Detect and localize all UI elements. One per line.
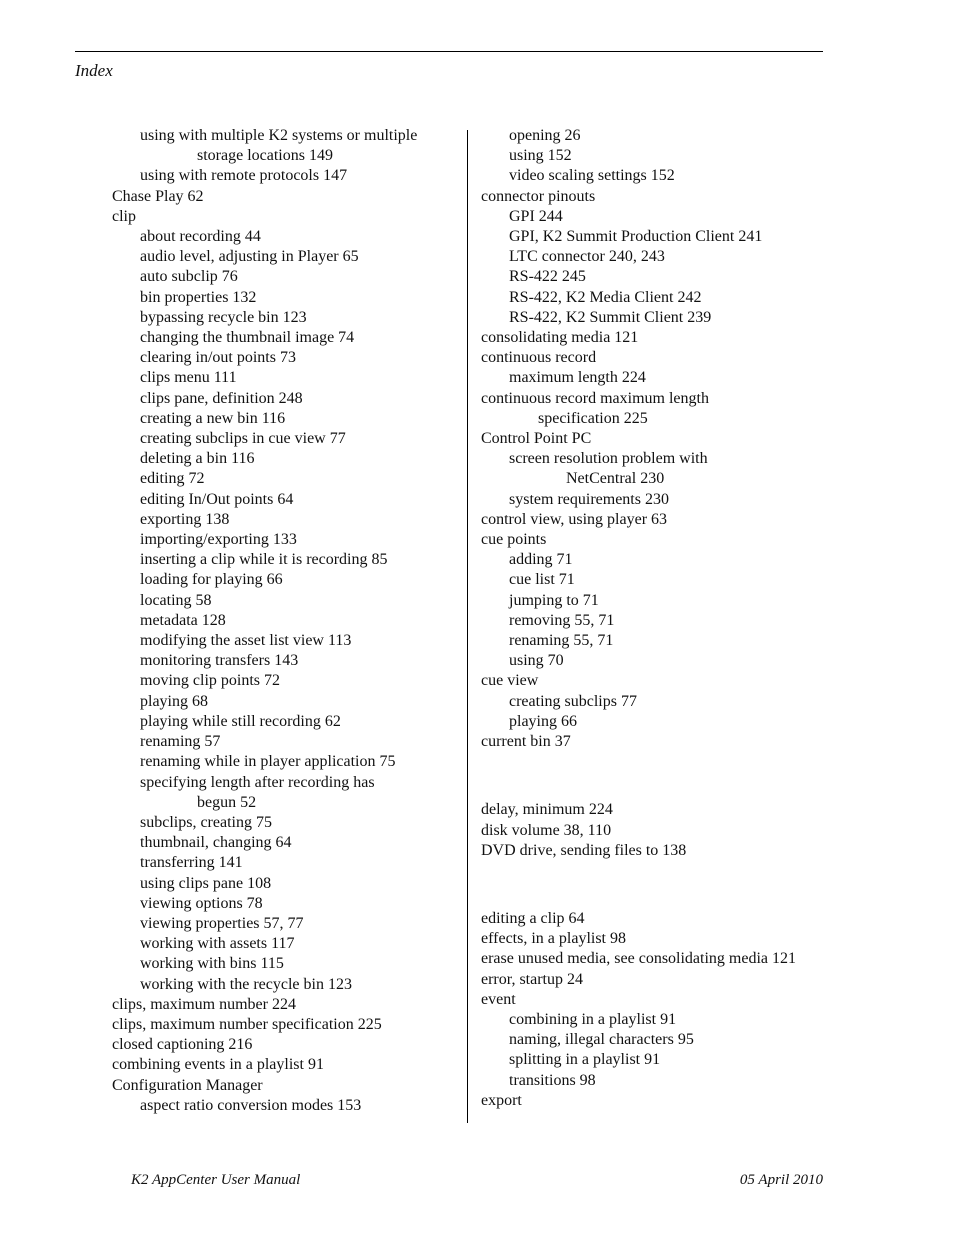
- index-entry: editing a clip 64: [481, 909, 585, 927]
- letter-section-gap: [481, 752, 841, 800]
- index-subentry: transferring 141: [140, 854, 243, 872]
- index-continuation: storage locations 149: [197, 147, 333, 165]
- index-entry: clips, maximum number specification 225: [112, 1015, 382, 1033]
- index-subentry: about recording 44: [140, 228, 261, 246]
- index-entry: cue points: [481, 531, 547, 549]
- index-subentry: audio level, adjusting in Player 65: [140, 248, 359, 266]
- index-subentry: working with assets 117: [140, 935, 295, 953]
- index-subentry: bypassing recycle bin 123: [140, 308, 307, 326]
- index-subentry: using with multiple K2 systems or multiple: [140, 127, 418, 144]
- index-entry: connector pinouts: [481, 187, 596, 205]
- index-entry: export: [481, 1091, 522, 1109]
- index-subentry: playing 68: [140, 692, 208, 710]
- index-entry: consolidating media 121: [481, 329, 639, 347]
- index-entry: current bin 37: [481, 733, 571, 751]
- header-rule: [75, 51, 823, 52]
- index-entry: effects, in a playlist 98: [481, 930, 626, 948]
- index-subentry: auto subclip 76: [140, 268, 238, 286]
- footer-manual-title: K2 AppCenter User Manual: [131, 1172, 301, 1188]
- index-subentry: screen resolution problem with: [509, 450, 708, 468]
- index-column-left: [112, 126, 462, 1116]
- index-subentry: RS-422, K2 Media Client 242: [509, 288, 702, 306]
- index-subentry: video scaling settings 152: [509, 167, 675, 185]
- index-subentry: opening 26: [509, 127, 581, 144]
- index-entry: event: [481, 990, 516, 1008]
- index-entry: continuous record maximum length: [481, 389, 709, 407]
- index-subentry: combining in a playlist 91: [509, 1010, 677, 1028]
- index-subentry: specifying length after recording has: [140, 773, 375, 791]
- index-continuation: NetCentral 230: [566, 470, 665, 488]
- index-subentry: removing 55, 71: [509, 611, 615, 629]
- index-subentry: using 152: [509, 147, 572, 165]
- index-subentry: monitoring transfers 143: [140, 652, 299, 670]
- index-subentry: using clips pane 108: [140, 874, 272, 892]
- index-subentry: locating 58: [140, 591, 212, 609]
- index-entry: clip: [112, 207, 136, 225]
- index-subentry: jumping to 71: [509, 591, 599, 609]
- index-subentry: clearing in/out points 73: [140, 349, 296, 367]
- index-subentry: creating subclips 77: [509, 692, 637, 710]
- index-subentry: bin properties 132: [140, 288, 257, 306]
- index-continuation: begun 52: [197, 793, 257, 811]
- index-subentry: adding 71: [509, 551, 573, 569]
- index-subentry: GPI 244: [509, 207, 563, 225]
- index-entry: DVD drive, sending files to 138: [481, 841, 687, 859]
- index-subentry: working with bins 115: [140, 955, 284, 973]
- index-subentry: RS-422 245: [509, 268, 586, 286]
- index-subentry: GPI, K2 Summit Production Client 241: [509, 228, 763, 246]
- index-subentry: renaming 57: [140, 733, 221, 751]
- index-entry: erase unused media, see consolidating media 121: [481, 950, 797, 968]
- index-subentry: changing the thumbnail image 74: [140, 329, 355, 347]
- index-subentry: clips pane, definition 248: [140, 389, 303, 407]
- index-subentry: creating a new bin 116: [140, 409, 286, 427]
- index-subentry: renaming 55, 71: [509, 632, 614, 650]
- index-subentry: maximum length 224: [509, 369, 646, 387]
- index-subentry: editing 72: [140, 470, 205, 488]
- index-entry: delay, minimum 224: [481, 801, 613, 819]
- index-subentry: LTC connector 240, 243: [509, 248, 665, 266]
- index-entry: continuous record: [481, 349, 597, 367]
- index-entry: combining events in a playlist 91: [112, 1056, 324, 1074]
- index-continuation: specification 225: [538, 409, 648, 427]
- page-header-title: Index: [75, 61, 113, 80]
- index-subentry: clips menu 111: [140, 369, 237, 387]
- index-subentry: inserting a clip while it is recording 85: [140, 551, 388, 569]
- index-subentry: editing In/Out points 64: [140, 490, 294, 508]
- index-subentry: using with remote protocols 147: [140, 167, 348, 185]
- index-subentry: splitting in a playlist 91: [509, 1051, 661, 1069]
- index-subentry: using 70: [509, 652, 564, 670]
- index-subentry: aspect ratio conversion modes 153: [140, 1096, 362, 1114]
- index-subentry: playing while still recording 62: [140, 712, 341, 730]
- index-subentry: metadata 128: [140, 611, 226, 629]
- index-entry: disk volume 38, 110: [481, 821, 612, 839]
- index-entry: Chase Play 62: [112, 187, 204, 205]
- index-entry: Control Point PC: [481, 430, 592, 448]
- index-subentry: moving clip points 72: [140, 672, 280, 690]
- letter-section-gap: [481, 861, 841, 909]
- index-subentry: creating subclips in cue view 77: [140, 430, 346, 448]
- index-subentry: cue list 71: [509, 571, 575, 589]
- index-subentry: working with the recycle bin 123: [140, 975, 352, 993]
- index-subentry: RS-422, K2 Summit Client 239: [509, 308, 712, 326]
- index-subentry: thumbnail, changing 64: [140, 834, 292, 852]
- index-entry: closed captioning 216: [112, 1036, 253, 1054]
- index-subentry: subclips, creating 75: [140, 813, 272, 831]
- index-subentry: deleting a bin 116: [140, 450, 255, 468]
- index-entry: control view, using player 63: [481, 510, 668, 528]
- index-entry: clips, maximum number 224: [112, 995, 296, 1013]
- index-entry: Configuration Manager: [112, 1076, 263, 1094]
- index-entry: cue view: [481, 672, 539, 690]
- column-divider: [467, 130, 468, 1123]
- footer-date: 05 April 2010: [739, 1172, 823, 1188]
- index-subentry: transitions 98: [509, 1071, 596, 1089]
- index-entry: error, startup 24: [481, 970, 583, 988]
- index-subentry: importing/exporting 133: [140, 531, 297, 549]
- index-subentry: modifying the asset list view 113: [140, 632, 352, 650]
- index-subentry: viewing options 78: [140, 894, 263, 912]
- index-subentry: loading for playing 66: [140, 571, 283, 589]
- index-subentry: exporting 138: [140, 510, 230, 528]
- index-column-right: [481, 126, 841, 1111]
- index-subentry: naming, illegal characters 95: [509, 1031, 694, 1049]
- index-subentry: viewing properties 57, 77: [140, 914, 304, 932]
- index-subentry: renaming while in player application 75: [140, 753, 396, 771]
- index-subentry: system requirements 230: [509, 490, 669, 508]
- index-subentry: playing 66: [509, 712, 577, 730]
